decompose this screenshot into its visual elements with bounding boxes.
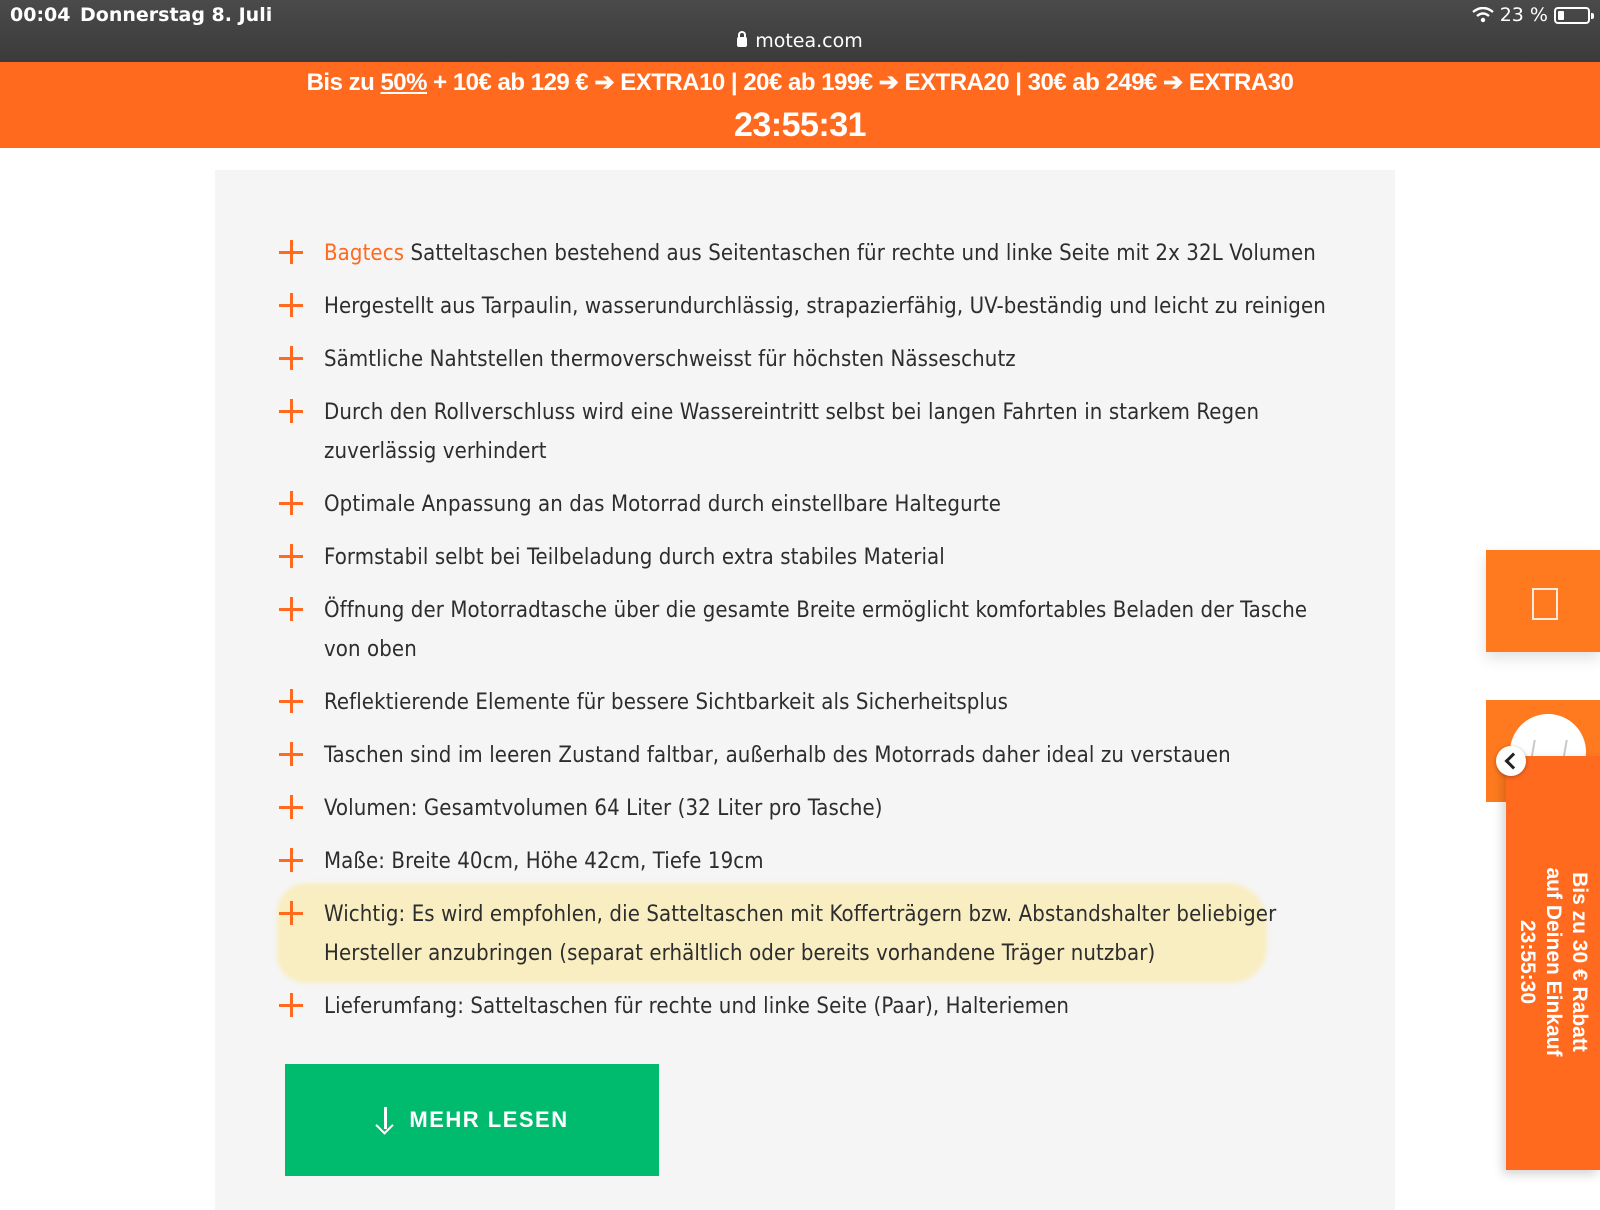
plus-icon: [279, 689, 303, 713]
promo-text: Bis zu 50% + 10€ ab 129 € ➔ EXTRA10 | 20€ ab 199€ ➔ EXTRA20 | 30€ ab 249€ ➔ EXTRA30: [306, 69, 1294, 96]
brand-link[interactable]: Bagtecs: [324, 241, 405, 266]
list-item: Hergestellt aus Tarpaulin, wasserundurchlässig, strapazierfähig, UV-beständig und leicht zu reinigen: [215, 287, 1395, 326]
battery-percent: 23 %: [1499, 4, 1548, 26]
plus-icon: [279, 346, 303, 370]
list-item: Bagtecs Satteltaschen bestehend aus Seitentaschen für rechte und linke Seite mit 2x 32L Volumen: [215, 234, 1395, 273]
list-item-highlighted: Wichtig: Es wird empfohlen, die Satteltaschen mit Kofferträgern bzw. Abstandshalter beliebiger Hersteller anzubringen (separat erhältlich oder bereits vorhandene Träger nutzbar): [215, 895, 1395, 973]
read-more-label: MEHR LESEN: [409, 1107, 569, 1132]
promo-percent: 50%: [380, 69, 427, 96]
plus-icon: [279, 240, 303, 264]
status-time: 00:04: [10, 4, 71, 26]
plus-icon: [279, 901, 303, 925]
status-date: Donnerstag 8. Juli: [80, 4, 273, 26]
list-item: Lieferumfang: Satteltaschen für rechte und linke Seite (Paar), Halteriemen: [215, 987, 1395, 1026]
plus-icon: [279, 742, 303, 766]
plus-icon: [279, 491, 303, 515]
list-item: Optimale Anpassung an das Motorrad durch einstellbare Haltegurte: [215, 485, 1395, 524]
plus-icon: [279, 544, 303, 568]
plus-icon: [279, 597, 303, 621]
read-more-button[interactable]: [285, 1064, 659, 1176]
discount-text: [1514, 797, 1592, 1127]
status-right: [1472, 4, 1590, 26]
list-item: Öffnung der Motorradtasche über die gesamte Breite ermöglicht komfortables Beladen der Tasche von oben: [215, 591, 1395, 669]
list-item: Durch den Rollverschluss wird eine Wassereintritt selbst bei langen Fahrten in starkem Regen zuverlässig verhindert: [215, 393, 1395, 471]
url-text: motea.com: [755, 30, 863, 52]
text-highlight: [277, 883, 1267, 983]
list-item: Maße: Breite 40cm, Höhe 42cm, Tiefe 19cm: [215, 842, 1395, 881]
status-bar: [0, 0, 1600, 62]
list-item: Formstabil selbt bei Teilbeladung durch extra stabiles Material: [215, 538, 1395, 577]
discount-tab[interactable]: [1506, 756, 1600, 1170]
plus-icon: [279, 399, 303, 423]
plus-icon: [279, 795, 303, 819]
wifi-icon: [1472, 7, 1494, 23]
chevron-left-icon: [1505, 753, 1522, 770]
battery-icon: [1554, 7, 1590, 24]
plus-icon: [279, 993, 303, 1017]
list-item: Volumen: Gesamtvolumen 64 Liter (32 Liter pro Tasche): [215, 789, 1395, 828]
discount-line-1: Bis zu 30 € Rabatt: [1568, 872, 1591, 1052]
lock-icon: [737, 37, 747, 47]
side-widget-tab[interactable]: [1486, 550, 1600, 652]
promo-timer: 23:55:31: [733, 106, 867, 144]
arrow-down-icon: [375, 1107, 395, 1133]
list-item: Sämtliche Nahtstellen thermoverschweisst für höchsten Nässeschutz: [215, 340, 1395, 379]
discount-line-2: auf Deinen Einkauf: [1542, 867, 1565, 1057]
address-bar[interactable]: [0, 30, 1600, 52]
plus-icon: [279, 293, 303, 317]
list-item: Reflektierende Elemente für bessere Sichtbarkeit als Sicherheitsplus: [215, 683, 1395, 722]
product-description-panel: [215, 170, 1395, 1210]
square-icon: [1532, 588, 1558, 620]
collapse-discount-button[interactable]: [1496, 746, 1526, 776]
list-item: Taschen sind im leeren Zustand faltbar, außerhalb des Motorrads daher ideal zu verstauen: [215, 736, 1395, 775]
plus-icon: [279, 848, 303, 872]
discount-timer: 23:55:30: [1516, 919, 1539, 1005]
promo-banner[interactable]: [0, 62, 1600, 148]
feature-list: [215, 234, 1395, 1040]
